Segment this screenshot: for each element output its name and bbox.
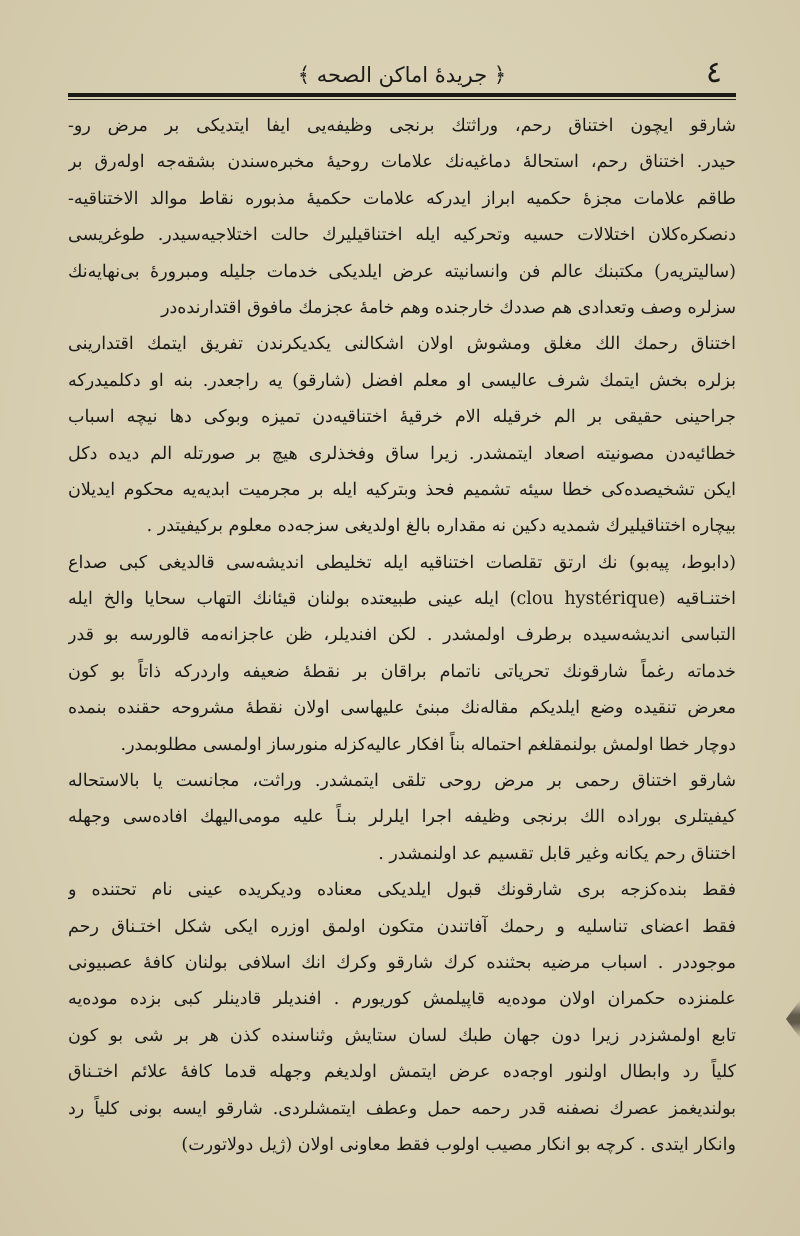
paragraph bbox=[68, 763, 736, 872]
running-title: ﴿ جريدهٔ اماكن الصحه ﴾ bbox=[297, 63, 507, 87]
text-line: شارقو ايچون اختناق رحم، وراثتك برنجى وظيفه‌يى ايفا ايتديكى بر مرض رو- bbox=[68, 116, 736, 136]
text-line: علمنزده حكمران اولان موده‌يه قاپيلمش كوريورم . افنديلر قادينلر كبى بزده موده‌يه bbox=[68, 989, 736, 1010]
text-line: فقط بنده‌كزجه برى شارقونك قبول ايلديكى معناده وديكريده عينى نام تحتنده و bbox=[68, 880, 736, 901]
text-line: كلياً رد وابطال اولنور اوجه‌ده عرض ايتمش اولديغم وجهله قدما كافهٔ علائم اختـناق bbox=[68, 1062, 736, 1083]
text-line: حيدر. اختناق رحم، استحالهٔ دماغيه‌نك علامات روحيهٔ مخبره‌سندن بشقه‌جه اوله‌رق بر bbox=[68, 152, 736, 173]
text-line: دنصكره‌كلان اختلالات حسيه وتحركيه ايله اختناقيليرك حالت اختلاجيه‌سيدر. طوغريسى bbox=[68, 225, 736, 246]
page-edge-mark bbox=[786, 1000, 800, 1038]
text-line: التباسى انديشه‌سيده برطرف اولمشدر . لكن افنديلر، ظن عاجزانه‌مه قالورسه بو قدر bbox=[68, 625, 736, 646]
text-line: فقط اعضاى تناسليه و رحمك آفاتندن متكون اولمق اوزره ايكى شكل اختـناق رحم bbox=[68, 916, 736, 937]
paragraph bbox=[68, 545, 736, 763]
text-line: كيفيتلرى بوراده الك برنجى وظيفه اجرا ايلرلر بنـاً عليه مومى‌اليهك افاده‌سى وجهله bbox=[68, 807, 736, 828]
text-line: موجوددر . اسباب مرضيه بحثنده كرك شارقو وكرك انك اسلافى بولنان كافهٔ عصبيونى bbox=[68, 952, 736, 973]
text-line: بزلره بخش ايتمك شرف عاليسى او معلم افضل (شارقو) يه راجعدر. بنه او دكلميدركه bbox=[68, 370, 736, 391]
text-line: وانكار ايتدى . كرچه بو انكار مصيب اولوب فقط معاونى اولان (ژيل دولاتورت) bbox=[181, 1134, 736, 1155]
text-line: دوچار خطا اولمش بولنمقلغم احتماله بناً افكار عاليه‌كزله منورساز اولمسى مطلوبمدر. bbox=[120, 734, 736, 755]
text-line: اختناق رحمك الك مغلق ومشوش اولان اشكالنى يكديكرندن تفريق ايتمك اقتدارينى bbox=[68, 334, 736, 355]
header-rule-thin bbox=[68, 99, 736, 100]
text-line: تابع اولمشزدر زيرا دون جهان طبك لسان ستايش وثناسنده كذن هر بر شى بو كون bbox=[68, 1025, 736, 1046]
page-number: ٤ bbox=[705, 55, 722, 90]
text-line: خدماته رغماً شارقونك تحرياتى ناتمام براقان بر نقطهٔ ضعيفه واردركه ذاتاً بو كون bbox=[68, 661, 736, 682]
text-line: بيچاره اختناقيليرك شمديه دكين نه مقداره بالغ اولديغى سزجه‌ده معلوم بركيفيتدر . bbox=[146, 516, 736, 537]
text-line: اختنـاقيه (clou hystérique) ايله عينى طبيعتده بولنان قيئانك التهاب سحايا والخ ايله bbox=[68, 589, 736, 610]
text-line: جراحينى حقيقى بر الم خرقيله الام خرقيهٔ اختناقيه‌دن تميزه وبوكى دها نيچه اسباب bbox=[68, 407, 736, 428]
text-line: شارقو اختناق رحمى بر مرض روحى تلقى ايتمشدر. وراثت، مجانست يا بالاستحاله bbox=[68, 771, 736, 792]
page-header bbox=[68, 55, 736, 92]
text-line: اختناق رحم يكانه وغير قابل تقسيم عد اولنمشدر . bbox=[378, 843, 736, 864]
text-line: (دا‌بوط، پيه‌بو) نك ارتق تقلصات اختناقيه ايله تخليطى انديشه‌سى قالديغى كبى صداع bbox=[68, 552, 736, 573]
paragraph bbox=[68, 108, 736, 326]
body-text bbox=[68, 108, 736, 1163]
text-line: ايكن تشخيصده‌كى خطا سيئه تشميم فحذ وبتركيه ايله بر مجرميت ابديه‌يه محكوم ايديلان bbox=[68, 479, 736, 500]
text-line: خطائيه‌دن مصونيته اصعاد ايتمشدر. زيرا ساق وفخذلرى هيچ بر صورتله الم ديده دكل bbox=[68, 443, 736, 464]
paragraph bbox=[68, 326, 736, 544]
text-line: بولنديغمز عصرك نصفنه قدر رحمه حمل وعطف ايتمشلردى. شارقو ايسه بونى كلياً رد bbox=[68, 1098, 736, 1119]
paragraph bbox=[68, 872, 736, 1163]
header-rule-thick bbox=[68, 93, 736, 97]
text-line: (ساليتريه‌ر) مكتبنك عالم فن وانسانيته عرض ايلديكى خدمات جليله ومبرورهٔ بى‌نهايه‌نك bbox=[68, 261, 736, 282]
text-line: طاقم علامات مجزهٔ حكميه ابراز ايدركه علامات حكميهٔ مذبوره نقاط موالد الاختناقيه- bbox=[68, 188, 736, 209]
text-line: سزلره وصف وتعدادى هم صددك خارجنده وهم خامهٔ عجزمك مافوق اقتدارنده‌در bbox=[161, 297, 736, 318]
text-line: معرض تنقيده وضع ايلديكم مقاله‌نك مبنىٔ عليهاسى اولان نقطهٔ مشروحه حقنده بنمده bbox=[68, 698, 736, 719]
